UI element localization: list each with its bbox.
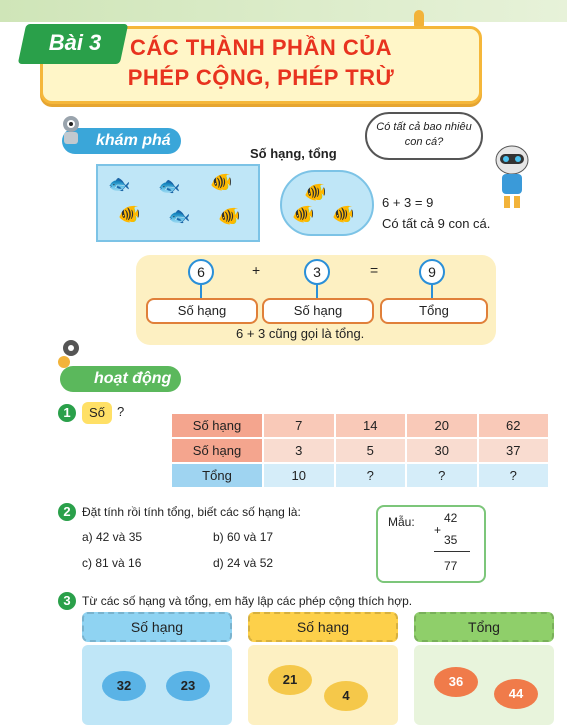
exercise-c: c) 81 và 16 <box>82 556 142 570</box>
title-line-2: PHÉP CỘNG, PHÉP TRỪ <box>127 65 395 90</box>
robot-icon <box>56 336 86 370</box>
card-header: Số hạng <box>82 612 232 642</box>
fish-icon: 🐠 <box>218 206 241 226</box>
card-header: Tổng <box>414 612 554 642</box>
sample-addend1: 42 <box>444 511 458 525</box>
table-row: Tổng 10 ? ? ? <box>171 463 549 488</box>
shell-number: 36 <box>434 667 478 697</box>
card-body <box>414 645 554 725</box>
activity-label: hoạt động <box>60 366 181 392</box>
card-body <box>82 645 232 725</box>
answer-text: Có tất cả 9 con cá. <box>382 216 491 231</box>
question-number: 3 <box>58 592 76 610</box>
fish-icon: 🐠 <box>210 172 233 192</box>
addend-label: Số hạng <box>146 298 258 324</box>
equals-sign: = <box>370 262 379 278</box>
fish-icon: 🐠 <box>304 182 327 202</box>
top-banner <box>0 0 567 22</box>
addend1-circle: 6 <box>188 259 214 285</box>
shell-number: 4 <box>324 681 368 711</box>
question-text: Đặt tính rồi tính tổng, biết các số hạng là: <box>82 505 301 519</box>
exercise-d: d) 24 và 52 <box>213 556 274 570</box>
note-text: 6 + 3 cũng gọi là tổng. <box>236 326 365 341</box>
fish-icon: 🐠 <box>332 204 355 224</box>
card-header: Số hạng <box>248 612 398 642</box>
shell-number: 21 <box>268 665 312 695</box>
robot-icon <box>56 114 86 148</box>
question-number: 1 <box>58 404 76 422</box>
addend2-circle: 3 <box>304 259 330 285</box>
robot-mascot-icon <box>488 142 536 212</box>
sample-box <box>376 505 486 583</box>
fish-tank-image <box>96 164 260 242</box>
question-text: Từ các số hạng và tổng, em hãy lập các phép cộng thích hợp. <box>82 594 413 608</box>
stone-number: 23 <box>166 671 210 701</box>
subtitle: Số hạng, tổng <box>250 146 337 161</box>
fish-bowl-image <box>280 170 374 236</box>
number-tag: Số <box>82 402 112 424</box>
sum-label: Tổng <box>380 298 488 324</box>
sample-sum: 77 <box>444 559 458 573</box>
fish-icon: 🐟 <box>108 174 131 194</box>
plus-sign: + <box>252 262 261 278</box>
stone-number: 32 <box>102 671 146 701</box>
table-row: Số hạng 3 5 30 37 <box>171 438 549 463</box>
question-number: 2 <box>58 503 76 521</box>
equation-text: 6 + 3 = 9 <box>382 195 434 210</box>
exercise-b: b) 60 và 17 <box>213 530 274 544</box>
shell-number: 44 <box>494 679 538 709</box>
addend-label: Số hạng <box>262 298 374 324</box>
discover-label: khám phá <box>62 128 181 154</box>
speech-bubble: Có tất cả bao nhiêu con cá? <box>365 112 483 160</box>
addition-table <box>170 412 550 489</box>
fish-icon: 🐟 <box>158 176 181 196</box>
fish-icon: 🐠 <box>118 204 141 224</box>
page-title <box>40 33 482 93</box>
sum-line <box>434 551 470 552</box>
card-body <box>248 645 398 725</box>
sample-label: Mẫu: <box>388 515 415 529</box>
question-mark: ? <box>117 404 125 419</box>
sample-plus: + <box>434 523 442 537</box>
sample-addend2: 35 <box>444 533 458 547</box>
title-line-1: CÁC THÀNH PHẦN CỦA <box>130 35 392 60</box>
sum-circle: 9 <box>419 259 445 285</box>
fish-icon: 🐠 <box>292 204 315 224</box>
fish-icon: 🐟 <box>168 206 191 226</box>
table-row: Số hạng 7 14 20 62 <box>171 413 549 438</box>
exercise-a: a) 42 và 35 <box>82 530 143 544</box>
lesson-badge-label: Bài 3 <box>48 30 102 55</box>
